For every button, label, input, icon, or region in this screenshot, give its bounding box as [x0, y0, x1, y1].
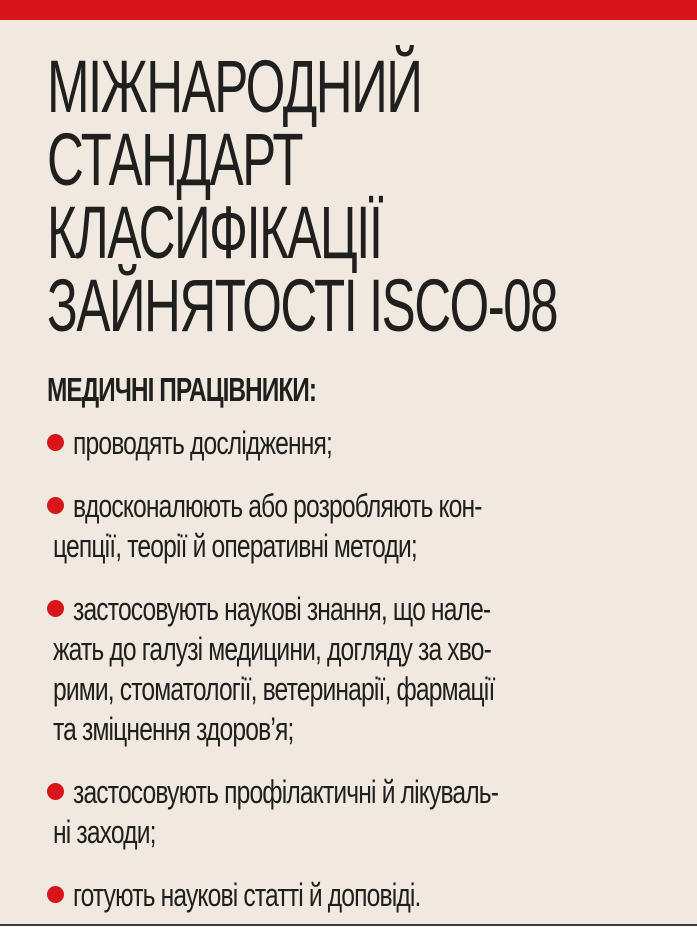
- list-item-line: та зміцнення здоров’я;: [52, 711, 294, 747]
- red-bullet-icon: [47, 497, 64, 514]
- title-line: КЛАСИФІКАЦІЇ: [47, 191, 382, 274]
- list-item-text: [73, 875, 658, 915]
- list-item: [47, 589, 657, 749]
- list-item-line: ні заходи;: [52, 814, 156, 850]
- list-item-line: жать до галузі медицини, догляду за хво-: [52, 631, 491, 667]
- list-item-text: [52, 772, 658, 852]
- red-bullet-icon: [47, 783, 64, 800]
- list-item-line: цепції, теорії й оперативні методи;: [52, 528, 417, 564]
- red-bullet-icon: [47, 434, 64, 451]
- list-item-line: готують наукові статті й доповіді.: [73, 877, 421, 913]
- list-item: [47, 772, 657, 852]
- list-item-line: застосовують наукові знання, що нале-: [73, 591, 491, 627]
- duties-list: [47, 423, 657, 915]
- list-item-line: проводять дослідження;: [73, 425, 333, 461]
- infobox-content: [47, 45, 657, 938]
- list-item-text: [73, 423, 658, 463]
- list-item: [47, 423, 657, 463]
- list-item-line: вдосконалюють або розробляють кон-: [73, 488, 482, 524]
- title-line: СТАНДАРТ: [47, 118, 303, 201]
- bottom-margin: [0, 926, 697, 942]
- list-item-text: [52, 589, 658, 749]
- red-bullet-icon: [47, 600, 64, 617]
- list-item: [47, 875, 657, 915]
- red-bullet-icon: [47, 886, 64, 903]
- title-line: ЗАЙНЯТОСТІ ISCO-08: [47, 264, 558, 347]
- list-item-line: застосовують профілактичні й лікуваль-: [73, 774, 499, 810]
- red-top-bar: [0, 0, 697, 20]
- section-heading: МЕДИЧНІ ПРАЦІВНИКИ:: [47, 371, 317, 408]
- infobox-title: [47, 45, 657, 347]
- list-item: [47, 486, 657, 566]
- list-item-text: [52, 486, 658, 566]
- title-line: МІЖНАРОДНИЙ: [47, 45, 422, 128]
- list-item-line: рими, стоматології, ветеринарії, фармації: [52, 671, 495, 707]
